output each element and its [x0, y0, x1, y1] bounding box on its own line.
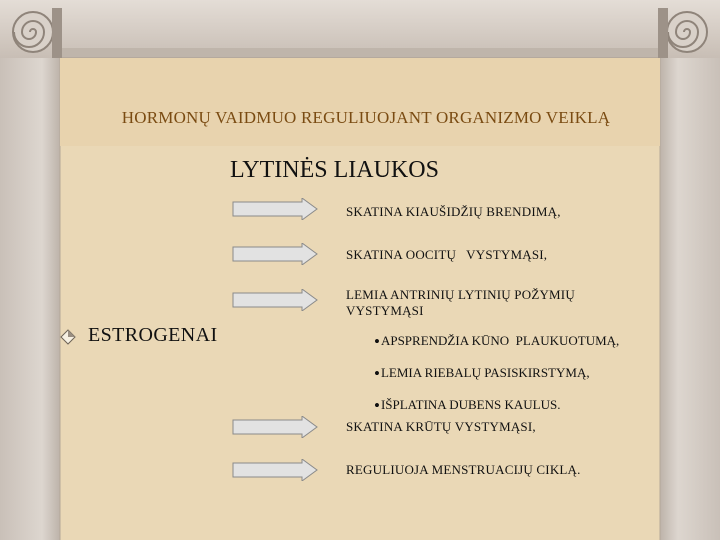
- bullet-dot: •: [374, 364, 380, 383]
- diamond-bullet-icon: [60, 329, 76, 345]
- sub-item-label: APSPRENDŽIA KŪNO PLAUKUOTUMĄ,: [380, 333, 620, 348]
- effect-item: SKATINA OOCITŲ VYSTYMĄSI,: [346, 247, 548, 262]
- arrow-right-icon: [232, 459, 318, 481]
- arrow-right-icon: [232, 198, 318, 220]
- arrow-right-icon: [232, 243, 318, 265]
- left-pillar: [0, 58, 60, 540]
- sub-item: [374, 364, 590, 383]
- bullet-dot: •: [374, 396, 380, 415]
- sub-item: [374, 396, 560, 415]
- effect-item: REGULIUOJA MENSTRUACIJŲ CIKLĄ.: [346, 462, 581, 477]
- sub-item: [374, 332, 619, 351]
- effect-item: SKATINA KRŪTŲ VYSTYMĄSI,: [346, 419, 536, 434]
- effect-item: VYSTYMĄSI: [346, 303, 424, 318]
- scroll-volute-icon: [667, 12, 707, 52]
- sub-item-label: IŠPLATINA DUBENS KAULUS.: [380, 397, 561, 412]
- right-pillar: [660, 58, 720, 540]
- arrow-right-icon: [232, 289, 318, 311]
- arrow-right-icon: [232, 416, 318, 438]
- slide-subtitle: LYTINĖS LIAUKOS: [230, 157, 439, 183]
- bullet-dot: •: [374, 332, 380, 351]
- effect-item: SKATINA KIAUŠIDŽIŲ BRENDIMĄ,: [346, 204, 561, 219]
- sub-item-label: LEMIA RIEBALŲ PASISKIRSTYMĄ,: [380, 365, 590, 380]
- bullet-heading: ESTROGENAI: [88, 324, 218, 346]
- slide-title: HORMONŲ VAIDMUO REGULIUOJANT ORGANIZMO VEIKLĄ: [121, 108, 611, 127]
- scroll-volute-icon: [13, 12, 53, 52]
- effect-item: LEMIA ANTRINIŲ LYTINIŲ POŽYMIŲ: [346, 287, 575, 302]
